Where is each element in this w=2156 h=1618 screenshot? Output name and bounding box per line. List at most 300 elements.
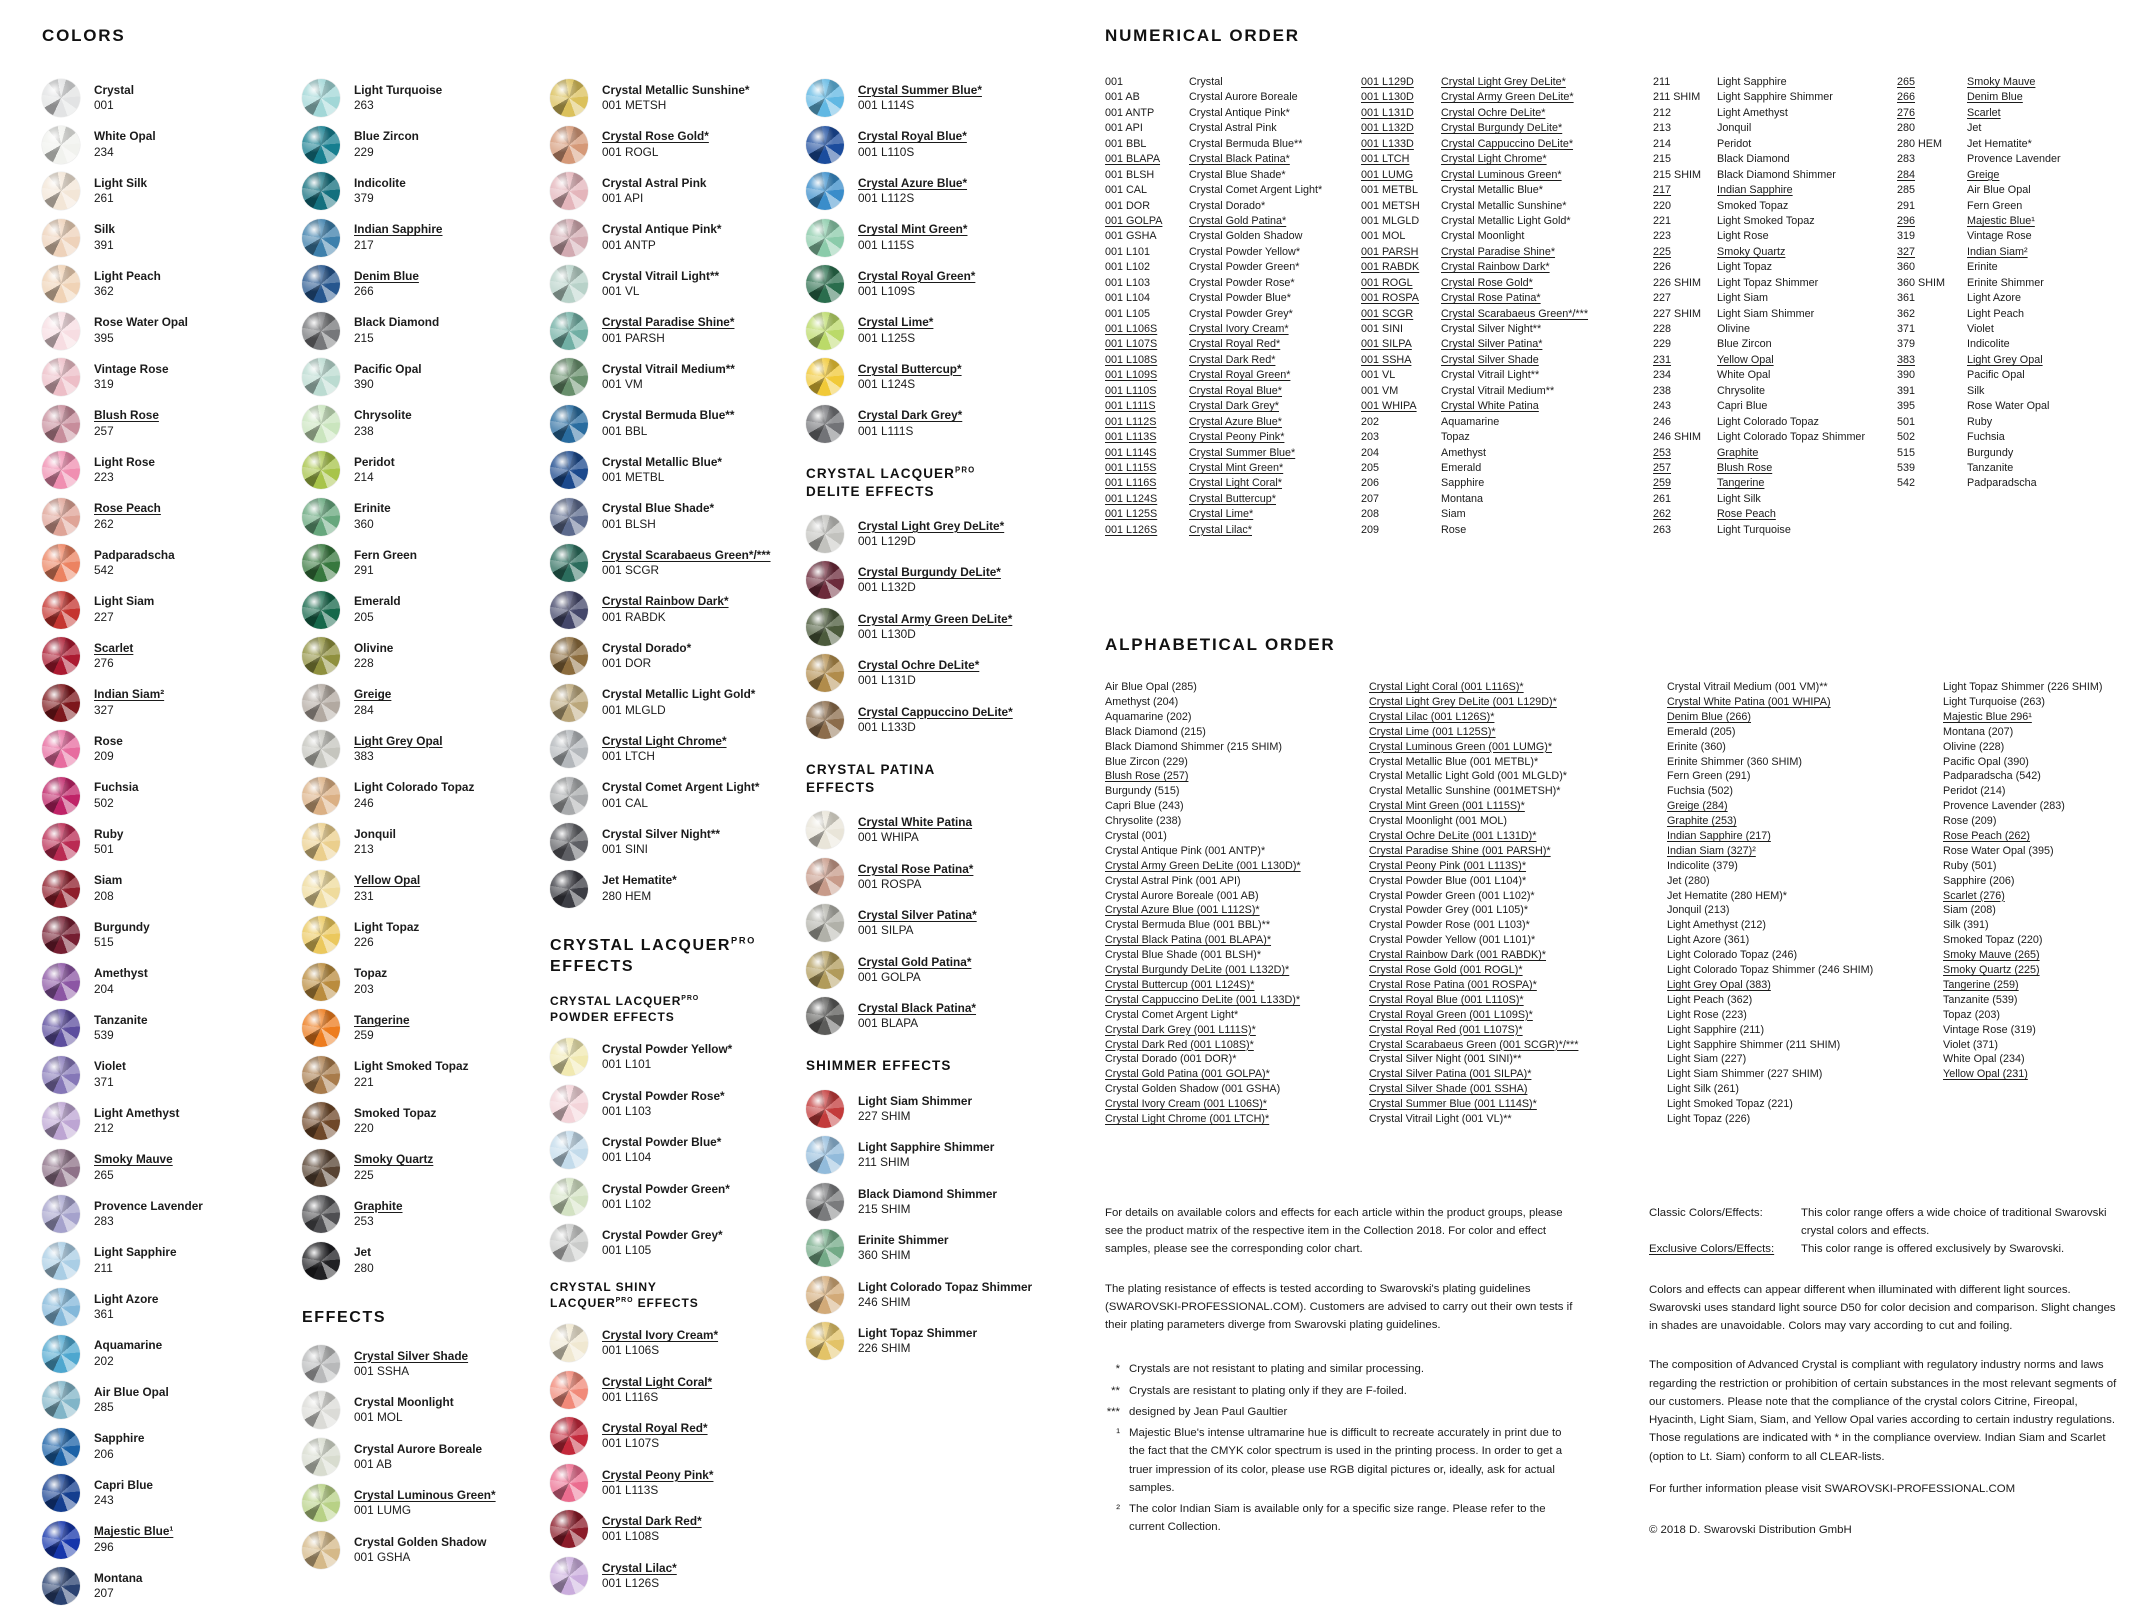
numerical-entry: [1105, 462, 1361, 477]
color-code: 227 SHIM: [858, 1108, 911, 1123]
alphabetical-entry: Crystal Light Chrome (001 LTCH)*: [1105, 1112, 1270, 1125]
entry-code: 280: [1897, 122, 1916, 135]
alphabetical-entry: Indian Siam (327)²: [1667, 844, 1756, 857]
swatch-item: [302, 729, 554, 769]
alphabetical-entry: Light Silk (261): [1667, 1083, 1740, 1096]
color-code: 379: [354, 191, 374, 205]
swatch-label: [94, 920, 150, 950]
alphabetical-entry: Smoky Quartz (225): [1943, 964, 2040, 977]
alphabetical-entry: Rose Water Opal (395): [1943, 844, 2054, 857]
entry-name: Light Siam: [1717, 292, 1769, 305]
color-code: 262: [94, 516, 114, 531]
swatch-item: [806, 607, 1058, 647]
entry-code: 202: [1361, 415, 1380, 428]
numerical-entry: [1653, 431, 1897, 446]
entry-code: 001 L103: [1105, 276, 1151, 289]
numerical-entry: [1361, 107, 1653, 122]
crystal-swatch: [550, 1417, 588, 1455]
entry-name: Burgundy: [1967, 446, 2014, 459]
crystal-swatch: [302, 916, 340, 954]
color-name: Crystal Powder Blue*: [602, 1135, 722, 1149]
color-code: 515: [94, 935, 114, 949]
swatch-item: [302, 962, 554, 1002]
swatch-item: [302, 450, 554, 490]
entry-code: 223: [1653, 230, 1672, 243]
entry-code: 212: [1653, 106, 1672, 119]
alphabetical-entry: Crystal Lilac (001 L126S)*: [1369, 710, 1495, 723]
numerical-entry: [1897, 76, 2121, 91]
swatch-item: [42, 1566, 294, 1606]
alphabetical-entry: White Opal (234): [1943, 1053, 2025, 1066]
entry-code: 001 WHIPA: [1361, 400, 1417, 413]
entry-code: 285: [1897, 184, 1916, 197]
color-name: Aquamarine: [94, 1338, 163, 1353]
numerical-entry: [1897, 91, 2121, 106]
entry-code: 001 SCGR: [1361, 307, 1414, 320]
swatch-item: [806, 171, 1058, 211]
swatch-item: [302, 311, 554, 351]
crystal-swatch: [806, 811, 844, 849]
entry-name: Light Azore: [1967, 292, 2022, 305]
swatch-label: [94, 1292, 158, 1322]
crystal-swatch: [42, 1381, 80, 1419]
superscript-pro: PRO: [615, 1297, 634, 1305]
section-header-line: [806, 465, 1058, 483]
color-name: Silk: [94, 222, 115, 237]
alphabetical-entry: Light Amethyst (212): [1667, 919, 1767, 932]
swatch-label: [602, 1421, 708, 1451]
color-code: 001 API: [602, 191, 644, 205]
entry-code: 001 L109S: [1105, 369, 1158, 382]
swatch-item: [42, 357, 294, 397]
color-code: 001 L125S: [858, 330, 916, 345]
numerical-entry: [1105, 400, 1361, 415]
swatch-item: [550, 1509, 802, 1549]
entry-code: 001 API: [1105, 122, 1143, 135]
entry-code: 001 ANTP: [1105, 106, 1155, 119]
colors-column-1: [42, 78, 294, 1613]
numerical-entry: [1105, 338, 1361, 353]
color-code: 001 L110S: [858, 144, 915, 159]
color-code: 361: [94, 1307, 114, 1321]
entry-code: 001 RABDK: [1361, 261, 1420, 274]
numerical-entry: [1897, 107, 2121, 122]
color-code: 542: [94, 563, 114, 577]
color-name: Crystal Gold Patina*: [858, 954, 972, 969]
entry-name: Crystal Moonlight: [1441, 230, 1525, 243]
entry-name: Light Amethyst: [1717, 106, 1788, 119]
crystal-swatch: [42, 1428, 80, 1466]
alphabetical-entry: Smoky Mauve (265): [1943, 949, 2040, 962]
crystal-swatch: [806, 172, 844, 210]
alphabetical-entry: Light Sapphire Shimmer (211 SHIM): [1667, 1038, 1841, 1051]
color-code: 234: [94, 144, 114, 159]
entry-code: 280 HEM: [1897, 137, 1943, 150]
alphabetical-entry: Light Rose (223): [1667, 1008, 1747, 1021]
entry-name: Jonquil: [1717, 122, 1752, 135]
alphabetical-entry: Siam (208): [1943, 904, 1996, 917]
swatch-label: [94, 780, 139, 810]
swatch-label: [858, 612, 1012, 642]
swatch-label: [602, 873, 677, 903]
numerical-column: [1105, 76, 1361, 539]
entry-code: 542: [1897, 477, 1916, 490]
swatch-item: [42, 543, 294, 583]
numerical-entry: [1105, 153, 1361, 168]
alphabetical-entry: Graphite (253): [1667, 815, 1737, 828]
numerical-entry: [1653, 292, 1897, 307]
entry-name: Olivine: [1717, 323, 1751, 335]
footnote-text: Crystals are resistant to plating only if they are F-foiled.: [1129, 1384, 1407, 1397]
entry-code: 502: [1897, 431, 1916, 444]
entry-name: Crystal Comet Argent Light*: [1189, 184, 1323, 197]
color-code: 209: [94, 749, 114, 763]
swatch-item: [550, 776, 802, 816]
color-code: 280: [354, 1260, 374, 1275]
color-code: 001 METBL: [602, 470, 665, 484]
entry-name: Scarlet: [1967, 106, 2001, 119]
entry-name: Crystal Metallic Blue*: [1441, 184, 1544, 197]
swatch-label: [602, 1328, 718, 1358]
crystal-swatch: [42, 172, 80, 210]
color-code: 223: [94, 470, 114, 484]
swatch-label: [354, 1152, 433, 1182]
color-name: Light Topaz: [354, 919, 420, 934]
alphabetical-entry: Light Topaz (226): [1667, 1112, 1751, 1125]
color-code: 001 L102: [602, 1196, 652, 1211]
color-name: Violet: [94, 1059, 126, 1074]
footnote-marker: ²: [1116, 1503, 1120, 1516]
crystal-swatch: [806, 701, 844, 739]
swatch-item: [806, 404, 1058, 444]
color-code: 291: [354, 563, 374, 577]
numerical-entry: [1653, 369, 1897, 384]
color-code: 001 VL: [602, 284, 640, 298]
numerical-entry: [1105, 447, 1361, 462]
swatch-item: [550, 1370, 802, 1410]
crystal-swatch: [550, 1038, 588, 1076]
color-name: Graphite: [354, 1198, 403, 1213]
numerical-entry: [1897, 292, 2121, 307]
entry-code: 001 L132D: [1361, 122, 1414, 135]
numerical-entry: [1653, 508, 1897, 523]
crystal-swatch: [806, 561, 844, 599]
swatch-item: [42, 1473, 294, 1513]
crystal-swatch: [42, 498, 80, 536]
entry-code: 001 BLSH: [1105, 168, 1155, 181]
crystal-swatch: [302, 219, 340, 257]
color-name: Majestic Blue¹: [94, 1524, 174, 1539]
numerical-entry: [1361, 385, 1653, 400]
swatch-label: [94, 455, 155, 485]
exclusive-colors-text: This color range is offered exclusively by Swarovski.: [1801, 1243, 2065, 1256]
color-name: Light Silk: [94, 175, 148, 190]
swatch-label: [602, 641, 691, 671]
color-code: 001 WHIPA: [858, 830, 919, 845]
entry-code: 001 SILPA: [1361, 338, 1412, 351]
entry-name: Crystal: [1189, 76, 1223, 88]
color-name: Denim Blue: [354, 268, 419, 283]
entry-name: Crystal Paradise Shine*: [1441, 245, 1556, 258]
entry-code: 001 ROGL: [1361, 276, 1413, 289]
crystal-swatch: [302, 172, 340, 210]
swatch-label: [602, 780, 760, 810]
entry-code: 001 L133D: [1361, 137, 1414, 150]
crystal-swatch: [302, 498, 340, 536]
entry-code: 238: [1653, 384, 1672, 397]
swatch-label: [602, 129, 709, 159]
swatch-label: [602, 408, 734, 438]
entry-code: 227: [1653, 292, 1672, 305]
swatch-item: [302, 1055, 554, 1095]
color-code: 202: [94, 1353, 114, 1368]
swatch-item: [550, 311, 802, 351]
footnote: [1105, 1500, 1575, 1537]
swatch-item: [42, 962, 294, 1002]
swatch-item: [550, 1463, 802, 1503]
crystal-swatch: [302, 405, 340, 443]
numerical-entry: [1361, 338, 1653, 353]
entry-name: Crystal Azure Blue*: [1189, 415, 1283, 428]
crystal-swatch: [302, 544, 340, 582]
color-name: Erinite Shimmer: [858, 1233, 949, 1247]
alphabetical-entry: Light Smoked Topaz (221): [1667, 1098, 1793, 1111]
swatch-label: [94, 1571, 143, 1601]
entry-code: 001 L126S: [1105, 523, 1158, 536]
entry-name: Crystal Blue Shade*: [1189, 168, 1286, 181]
numerical-entry: [1653, 246, 1897, 261]
crystal-swatch: [806, 1229, 844, 1267]
entry-code: 001 METBL: [1361, 184, 1419, 197]
crystal-swatch: [302, 265, 340, 303]
alphabetical-entry: Violet (371): [1943, 1038, 1999, 1051]
swatch-item: [42, 915, 294, 955]
swatch-item: [302, 1530, 554, 1570]
crystal-swatch: [42, 684, 80, 722]
color-name: Crystal Dorado*: [602, 640, 692, 655]
alphabetical-entry: Black Diamond (215): [1105, 725, 1206, 738]
color-name: Crystal Powder Green*: [602, 1181, 730, 1196]
color-name: Crystal Light Coral*: [602, 1374, 713, 1389]
swatch-item: [42, 1380, 294, 1420]
entry-name: Crystal Aurore Boreale: [1189, 91, 1298, 104]
entry-name: Crystal Powder Grey*: [1189, 307, 1293, 320]
crystal-swatch: [302, 730, 340, 768]
entry-code: 001 GSHA: [1105, 230, 1157, 243]
crystal-swatch: [302, 1195, 340, 1233]
swatch-label: [354, 827, 396, 857]
alphabetical-entry: Emerald (205): [1667, 725, 1736, 738]
alphabetical-entry: Crystal Royal Blue (001 L110S)*: [1369, 993, 1524, 1006]
color-name: Crystal Peony Pink*: [602, 1467, 714, 1482]
entry-name: Crystal Burgundy DeLite*: [1441, 122, 1563, 135]
entry-name: Crystal Vitrail Light**: [1441, 369, 1540, 382]
alphabetical-entry: Crystal Golden Shadow (001 GSHA): [1105, 1083, 1281, 1096]
color-code: 001 L116S: [602, 1389, 659, 1404]
swatch-label: [354, 1535, 486, 1565]
crystal-swatch: [42, 591, 80, 629]
swatch-item: [806, 560, 1058, 600]
crystal-swatch: [302, 870, 340, 908]
swatch-item: [42, 171, 294, 211]
color-name: Crystal White Patina: [858, 815, 973, 830]
swatch-item: [42, 1008, 294, 1048]
swatch-item: [42, 311, 294, 351]
alphabetical-entry: Olivine (228): [1943, 740, 2005, 753]
numerical-order-list: [1105, 76, 2121, 539]
color-name: Smoky Mauve: [94, 1152, 173, 1167]
crystal-swatch: [550, 1324, 588, 1362]
color-name: Crystal Silver Patina*: [858, 908, 977, 923]
color-name: Crystal Royal Red*: [602, 1421, 708, 1436]
swatch-item: [806, 264, 1058, 304]
alphabetical-entry: Crystal Powder Rose (001 L103)*: [1369, 919, 1530, 932]
alphabetical-entry: Crystal Gold Patina (001 GOLPA)*: [1105, 1068, 1270, 1081]
color-name: Crystal Dark Red*: [602, 1514, 702, 1529]
alphabetical-entry: Tanzanite (539): [1943, 993, 2018, 1006]
swatch-label: [94, 1385, 169, 1415]
color-code: 208: [94, 888, 114, 903]
color-name: Jet: [354, 1245, 372, 1260]
crystal-swatch: [42, 823, 80, 861]
swatch-label: [94, 1152, 173, 1182]
crystal-swatch: [302, 1345, 340, 1383]
swatch-item: [42, 1101, 294, 1141]
swatch-label: [354, 1013, 410, 1043]
entry-code: 205: [1361, 461, 1380, 474]
swatch-item: [806, 1135, 1058, 1175]
alphabetical-entry: Chrysolite (238): [1105, 815, 1182, 828]
entry-name: Light Siam Shimmer: [1717, 307, 1815, 320]
swatch-label: [94, 501, 161, 531]
color-code: 283: [94, 1214, 114, 1228]
color-code: 001 L115S: [858, 237, 915, 252]
numerical-entry: [1361, 246, 1653, 261]
swatch-label: [858, 1187, 997, 1217]
swatch-label: [354, 83, 442, 113]
swatch-label: [94, 966, 148, 996]
swatch-label: [858, 908, 977, 938]
swatch-label: [354, 920, 419, 950]
numerical-entry: [1105, 200, 1361, 215]
color-name: Crystal Comet Argent Light*: [602, 780, 760, 795]
swatch-item: [42, 636, 294, 676]
swatch-item: [42, 683, 294, 723]
color-code: 001 SILPA: [858, 923, 914, 938]
entry-name: Indian Siam²: [1967, 245, 2028, 258]
color-code: 220: [354, 1121, 374, 1135]
swatch-item: [550, 1416, 802, 1456]
crystal-swatch: [42, 963, 80, 1001]
color-code: 261: [94, 191, 114, 205]
swatch-label: [602, 1468, 713, 1498]
color-name: Sapphire: [94, 1431, 145, 1446]
swatch-item: [550, 1130, 802, 1170]
color-name: Tangerine: [354, 1012, 410, 1027]
swatch-item: [302, 125, 554, 165]
color-name: Crystal Aurore Boreale: [354, 1441, 483, 1456]
swatch-item: [42, 404, 294, 444]
color-code: 001 RABDK: [602, 609, 666, 624]
numerical-entry: [1653, 107, 1897, 122]
entry-code: 228: [1653, 323, 1672, 335]
entry-code: 001 LTCH: [1361, 153, 1410, 166]
crystal-swatch: [806, 265, 844, 303]
footer-details-paragraph: For details on available colors and effects for each article within the product groups, please see the product matrix of the respective item in the Collection 2018. For color and effect samples, please see the corresponding color chart.: [1105, 1206, 1563, 1256]
section-header: [806, 761, 1058, 797]
color-code: 001 GSHA: [354, 1549, 411, 1564]
swatch-item: [550, 78, 802, 118]
crystal-swatch: [42, 730, 80, 768]
alphabetical-entry: Crystal Light Coral (001 L116S)*: [1369, 681, 1524, 694]
crystal-swatch: [550, 1085, 588, 1123]
crystal-swatch: [806, 997, 844, 1035]
color-name: Light Topaz Shimmer: [858, 1326, 978, 1340]
color-code: 001 L105: [602, 1243, 652, 1258]
crystal-swatch: [806, 858, 844, 896]
numerical-entry: [1897, 200, 2121, 215]
numerical-entry: [1897, 447, 2121, 462]
swatch-item: [550, 450, 802, 490]
entry-name: Fern Green: [1967, 199, 2023, 212]
entry-code: 001 PARSH: [1361, 245, 1419, 258]
entry-name: Rose Water Opal: [1967, 400, 2050, 413]
numerical-entry: [1361, 462, 1653, 477]
alphabetical-column: [1105, 681, 1369, 1128]
swatch-label: [858, 269, 975, 299]
swatch-item: [550, 1556, 802, 1596]
color-name: Crystal Paradise Shine*: [602, 315, 735, 330]
swatch-label: [858, 705, 1013, 735]
color-code: 001 L129D: [858, 533, 916, 548]
swatch-label: [602, 501, 714, 531]
color-name: Padparadscha: [94, 547, 175, 562]
alphabetical-entry: Light Siam Shimmer (227 SHIM): [1667, 1068, 1823, 1081]
crystal-swatch: [806, 312, 844, 350]
swatch-label: [94, 687, 164, 717]
entry-name: Majestic Blue¹: [1967, 214, 2035, 227]
entry-name: Rose: [1441, 523, 1467, 536]
swatch-item: [806, 996, 1058, 1036]
numerical-entry: [1653, 76, 1897, 91]
color-code: 246: [354, 795, 374, 810]
crystal-swatch: [806, 1090, 844, 1128]
swatch-item: [806, 1228, 1058, 1268]
color-name: Crystal Antique Pink*: [602, 222, 722, 237]
alphabetical-entry: Crystal Luminous Green (001 LUMG)*: [1369, 740, 1553, 753]
entry-name: Amethyst: [1441, 446, 1487, 459]
footer-more-info: For further information please visit SWAROVSKI-PROFESSIONAL.COM: [1649, 1482, 2016, 1495]
entry-code: 211 SHIM: [1653, 91, 1701, 104]
section-header-line: [550, 935, 802, 956]
swatch-item: [550, 357, 802, 397]
color-name: Crystal Bermuda Blue**: [602, 408, 735, 423]
footer-light-source-paragraph: Colors and effects can appear different when illuminated with different light sources. Swarovski uses standard light source D50 for color decision and comparison. Slight changes in shades are unavoidable. Colors may vary according to cut and foiling.: [1649, 1283, 2116, 1333]
numerical-entry: [1105, 91, 1361, 106]
entry-code: 371: [1897, 323, 1916, 335]
swatch-label: [602, 548, 771, 578]
entry-code: 001 AB: [1105, 91, 1140, 104]
crystal-swatch: [806, 358, 844, 396]
entry-name: Crystal Powder Green*: [1189, 261, 1300, 274]
section-header: [302, 1307, 554, 1328]
crystal-swatch: [302, 451, 340, 489]
entry-code: 001 DOR: [1105, 199, 1151, 212]
numerical-entry: [1653, 184, 1897, 199]
section-header-line: [806, 779, 1058, 797]
swatch-item: [42, 78, 294, 118]
color-code: 231: [354, 888, 374, 903]
